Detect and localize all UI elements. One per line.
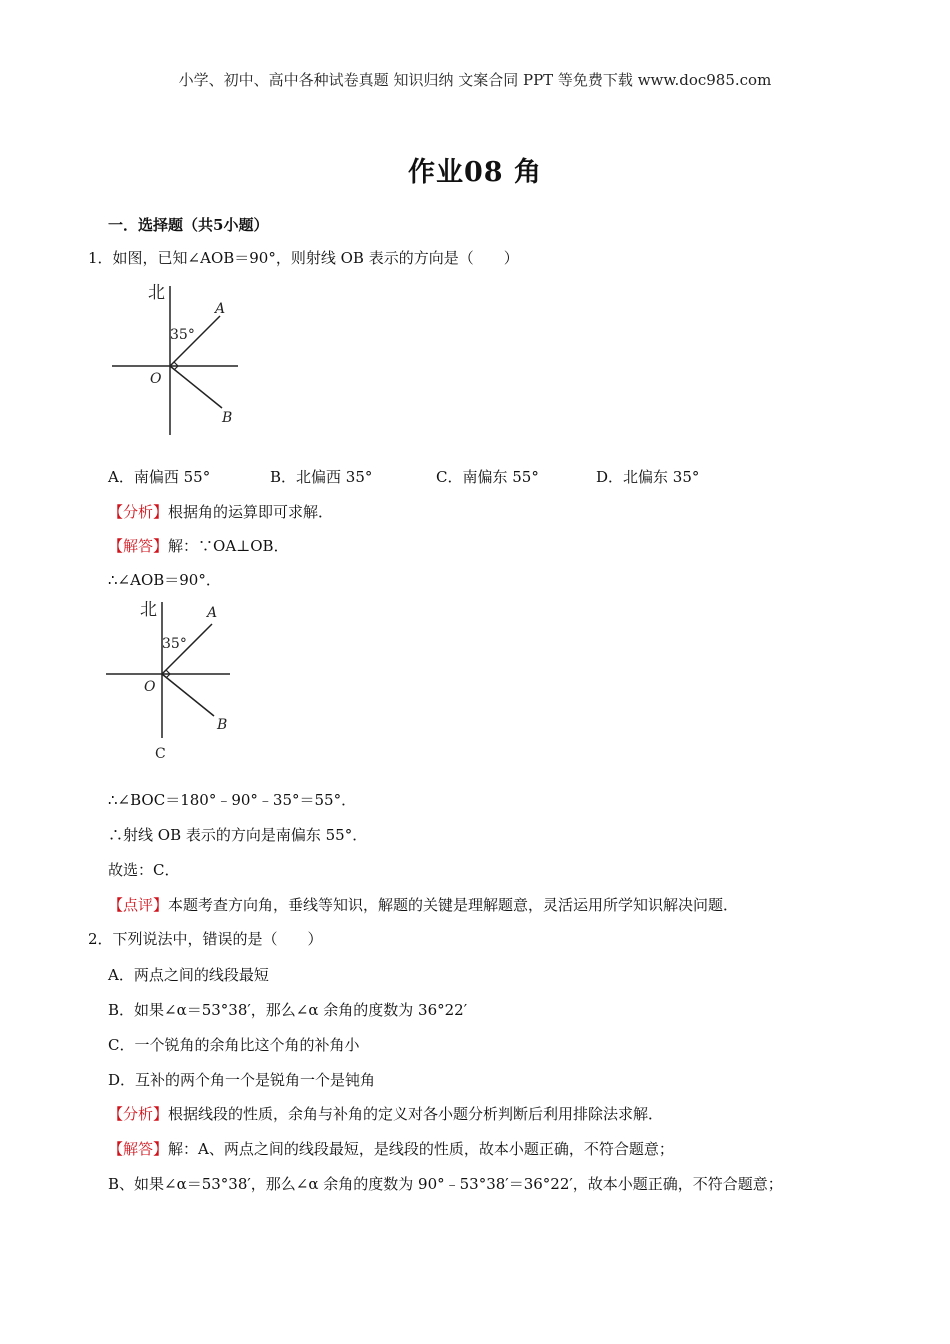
section-heading: 一．选择题（共5小题）	[108, 216, 269, 234]
q1-answer	[108, 536, 289, 556]
point-b-label: B	[217, 717, 228, 733]
point-o-label: O	[150, 371, 162, 387]
analysis-text: 根据角的运算即可求解．	[168, 503, 334, 521]
q1-answer-line4: ∴射线 OB 表示的方向是南偏东 55°．	[108, 826, 368, 844]
point-a-label: A	[215, 301, 226, 317]
analysis-tag: 【分析】	[108, 503, 169, 521]
angle-label: 35°	[162, 636, 187, 652]
ray-ob	[170, 366, 222, 408]
point-b-label: B	[222, 410, 233, 426]
q1-figure	[108, 280, 243, 438]
q2-option-a[interactable]: A．两点之间的线段最短	[108, 966, 269, 984]
answer-tag: 【解答】	[108, 537, 169, 555]
q2-answer	[108, 1139, 674, 1159]
q2-analysis	[108, 1104, 663, 1124]
q2-option-d[interactable]: D．互补的两个角一个是锐角一个是钝角	[108, 1071, 376, 1089]
north-label: 北	[140, 600, 157, 620]
q1-option-b[interactable]: B．北偏西 35°	[270, 468, 373, 486]
q1-comment	[108, 895, 738, 915]
answer-tag: 【解答】	[108, 1140, 169, 1158]
q1-solution-figure	[104, 598, 239, 766]
q1-option-a[interactable]: A．南偏西 55°	[108, 468, 211, 486]
page-header: 小学、初中、高中各种试卷真题 知识归纳 文案合同 PPT 等免费下载 www.doc985.com	[178, 71, 772, 89]
q1-analysis	[108, 502, 333, 522]
north-label: 北	[148, 283, 165, 303]
comment-tag: 【点评】	[108, 896, 169, 914]
answer-line: 解：∵OA⊥OB．	[168, 537, 289, 555]
point-o-label: O	[144, 679, 156, 695]
comment-text: 本题考查方向角，垂线等知识，解题的关键是理解题意，灵活运用所学知识解决问题．	[168, 896, 739, 914]
analysis-tag: 【分析】	[108, 1105, 169, 1123]
page-title: 作业08 角	[408, 157, 542, 188]
q1-stem: 1．如图，已知∠AOB＝90°，则射线 OB 表示的方向是（ ）	[88, 249, 519, 267]
angle-label: 35°	[170, 327, 195, 343]
q2-option-c[interactable]: C．一个锐角的余角比这个角的补角小	[108, 1036, 360, 1054]
analysis-text: 根据线段的性质，余角与补角的定义对各小题分析判断后利用排除法求解．	[168, 1105, 664, 1123]
q1-answer-line3: ∴∠BOC＝180°﹣90°﹣35°＝55°．	[108, 791, 357, 809]
q1-option-d[interactable]: D．北偏东 35°	[596, 468, 700, 486]
answer-line: 解：A、两点之间的线段最短，是线段的性质，故本小题正确，不符合题意；	[168, 1140, 674, 1158]
q2-option-b[interactable]: B．如果∠α＝53°38′，那么∠α 余角的度数为 36°22′	[108, 1001, 468, 1019]
q2-stem: 2．下列说法中，错误的是（ ）	[88, 930, 323, 948]
q2-answer-line2: B、如果∠α＝53°38′，那么∠α 余角的度数为 90°﹣53°38′＝36°22′，故本小题正确，不符合题意；	[108, 1175, 783, 1193]
q1-option-c[interactable]: C．南偏东 55°	[436, 468, 539, 486]
q1-answer-line5: 故选：C．	[108, 861, 180, 879]
q1-answer-line2: ∴∠AOB＝90°．	[108, 571, 221, 589]
ray-ob	[162, 674, 214, 716]
point-a-label: A	[207, 605, 218, 621]
point-c-label: C	[155, 746, 166, 762]
